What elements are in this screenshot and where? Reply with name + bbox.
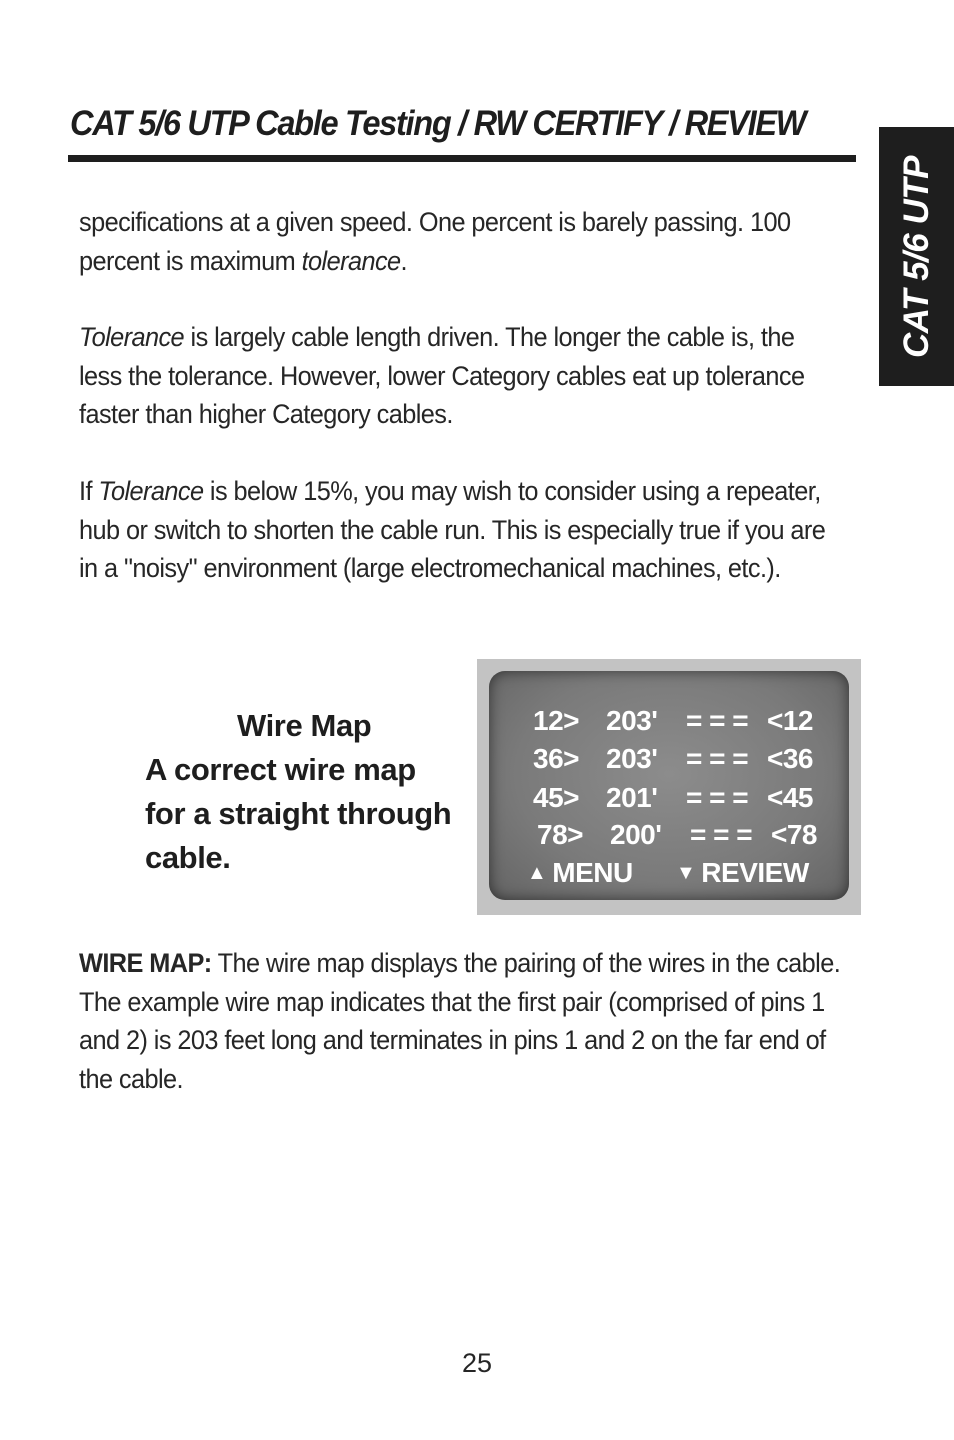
pair-near: 36>	[533, 743, 579, 774]
pair-link: = = =	[686, 705, 749, 736]
paragraph-tolerance-length	[79, 318, 843, 434]
pair-far: <45	[767, 782, 813, 813]
page-number: 25	[461, 1348, 493, 1378]
paragraph-text: is largely cable length driven. The longer the cable is, the less the tolerance. However, lower Category cables eat up tolerance faster than higher Category cables.	[79, 322, 805, 429]
pair-length: 203'	[606, 743, 658, 774]
review-softkey[interactable]	[676, 855, 809, 891]
paragraph-text: specifications at a given speed. One percent is barely passing. 100 percent is maximum	[79, 207, 791, 276]
emphasis-tolerance: tolerance	[301, 245, 401, 276]
section-side-tab	[879, 127, 954, 386]
side-tab-label: CAT 5/6 UTP	[896, 155, 936, 358]
caption-line: cable.	[145, 840, 231, 875]
triangle-down-icon: ▼	[676, 862, 696, 884]
paragraph-text: If	[79, 476, 99, 506]
paragraph-text: is below 15%, you may wish to consider using a repeater, hub or switch to shorten the cable run. This is especially true if you are in a "noisy" environment (large electromechanical machines, etc.).	[79, 476, 826, 583]
triangle-up-icon: ▲	[527, 862, 547, 884]
paragraph-wire-map	[79, 944, 843, 1098]
lcd-display-frame	[477, 659, 861, 915]
caption-title: Wire Map	[237, 708, 372, 743]
paragraph-tolerance-below	[79, 472, 843, 588]
pair-far: <12	[767, 705, 813, 736]
paragraph-text: The wire map displays the pairing of the wires in the cable. The example wire map indicates that the first pair (comprised of pins 1 and 2) is 203 feet long and terminates in pins 1 and 2 on the far end of the cable.	[79, 948, 841, 1094]
caption-line: A correct wire map	[145, 752, 416, 787]
pair-near: 12>	[533, 705, 579, 736]
pair-link: = = =	[686, 743, 749, 774]
emphasis-tolerance: Tolerance	[79, 322, 185, 352]
menu-softkey[interactable]	[527, 855, 633, 891]
pair-length: 200'	[610, 819, 662, 850]
pair-near: 78>	[537, 819, 583, 850]
pair-length: 203'	[606, 705, 658, 736]
pair-far: <78	[771, 819, 817, 850]
pair-length: 201'	[606, 782, 658, 813]
pair-link: = = =	[686, 782, 749, 813]
pair-near: 45>	[533, 782, 579, 813]
header-rule	[68, 155, 856, 162]
wire-map-caption	[145, 704, 455, 880]
wire-map-heading: WIRE MAP:	[79, 948, 212, 978]
pair-link: = = =	[690, 819, 753, 850]
menu-label: MENU	[552, 857, 633, 888]
caption-line: for a straight through	[145, 796, 452, 831]
review-label: REVIEW	[701, 857, 809, 888]
page-header-title: CAT 5/6 UTP Cable Testing / RW CERTIFY / REVIEW	[70, 104, 806, 143]
pair-far: <36	[767, 743, 813, 774]
paragraph-tolerance-definition	[79, 203, 843, 280]
emphasis-tolerance: Tolerance	[98, 476, 204, 506]
paragraph-text: .	[400, 245, 407, 276]
lcd-screen	[489, 671, 849, 900]
